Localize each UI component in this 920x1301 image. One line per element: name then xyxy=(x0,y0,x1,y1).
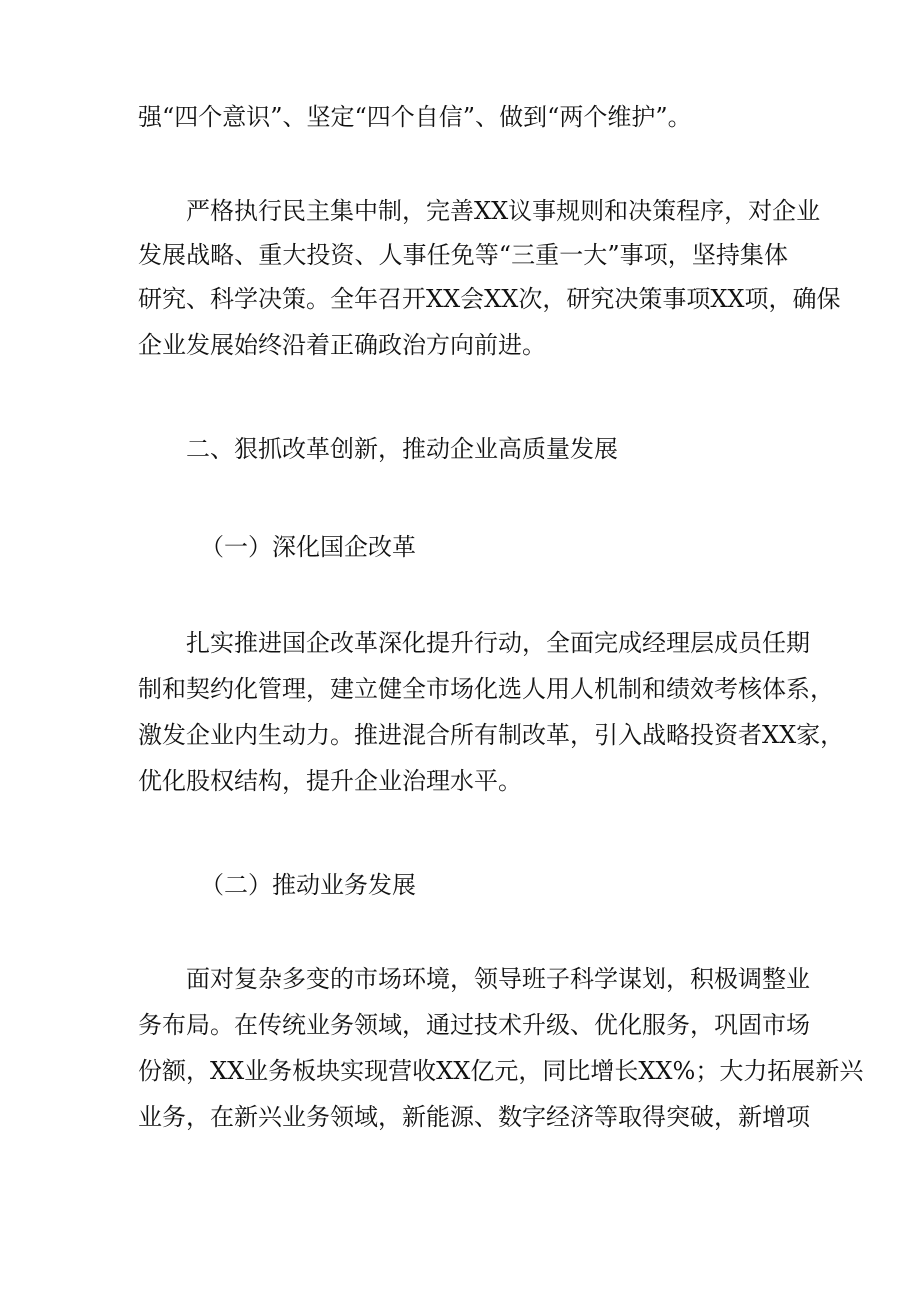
paragraph-line: 优化股权结构，提升企业治理水平。 xyxy=(138,767,522,795)
subsection-heading: （二）推动业务发展 xyxy=(200,871,416,899)
paragraph-line: 业务，在新兴业务领域，新能源、数字经济等取得突破，新增项 xyxy=(138,1103,810,1131)
paragraph-line: 务布局。在传统业务领域，通过技术升级、优化服务，巩固市场 xyxy=(138,1011,810,1039)
paragraph-line: 扎实推进国企改革深化提升行动，全面完成经理层成员任期 xyxy=(186,629,810,657)
paragraph-line: 激发企业内生动力。推进混合所有制改革，引入战略投资者XX家， xyxy=(138,721,845,749)
section-heading: 二、狠抓改革创新，推动企业高质量发展 xyxy=(186,435,618,463)
paragraph-line: 份额，XX业务板块实现营收XX亿元，同比增长XX%；大力拓展新兴 xyxy=(138,1057,864,1085)
paragraph-line: 严格执行民主集中制，完善XX议事规则和决策程序，对企业 xyxy=(186,197,821,225)
paragraph-line: 企业发展始终沿着正确政治方向前进。 xyxy=(138,331,546,359)
paragraph-line: 研究、科学决策。全年召开XX会XX次，研究决策事项XX项，确保 xyxy=(138,285,841,313)
paragraph-line: 面对复杂多变的市场环境，领导班子科学谋划，积极调整业 xyxy=(186,965,810,993)
paragraph-line: 制和契约化管理，建立健全市场化选人用人机制和绩效考核体系， xyxy=(138,675,834,703)
paragraph-line: 发展战略、重大投资、人事任免等“三重一大”事项，坚持集体 xyxy=(138,241,788,269)
subsection-heading: （一）深化国企改革 xyxy=(200,533,416,561)
paragraph-line: 强“四个意识”、坚定“四个自信”、做到“两个维护”。 xyxy=(138,103,692,131)
